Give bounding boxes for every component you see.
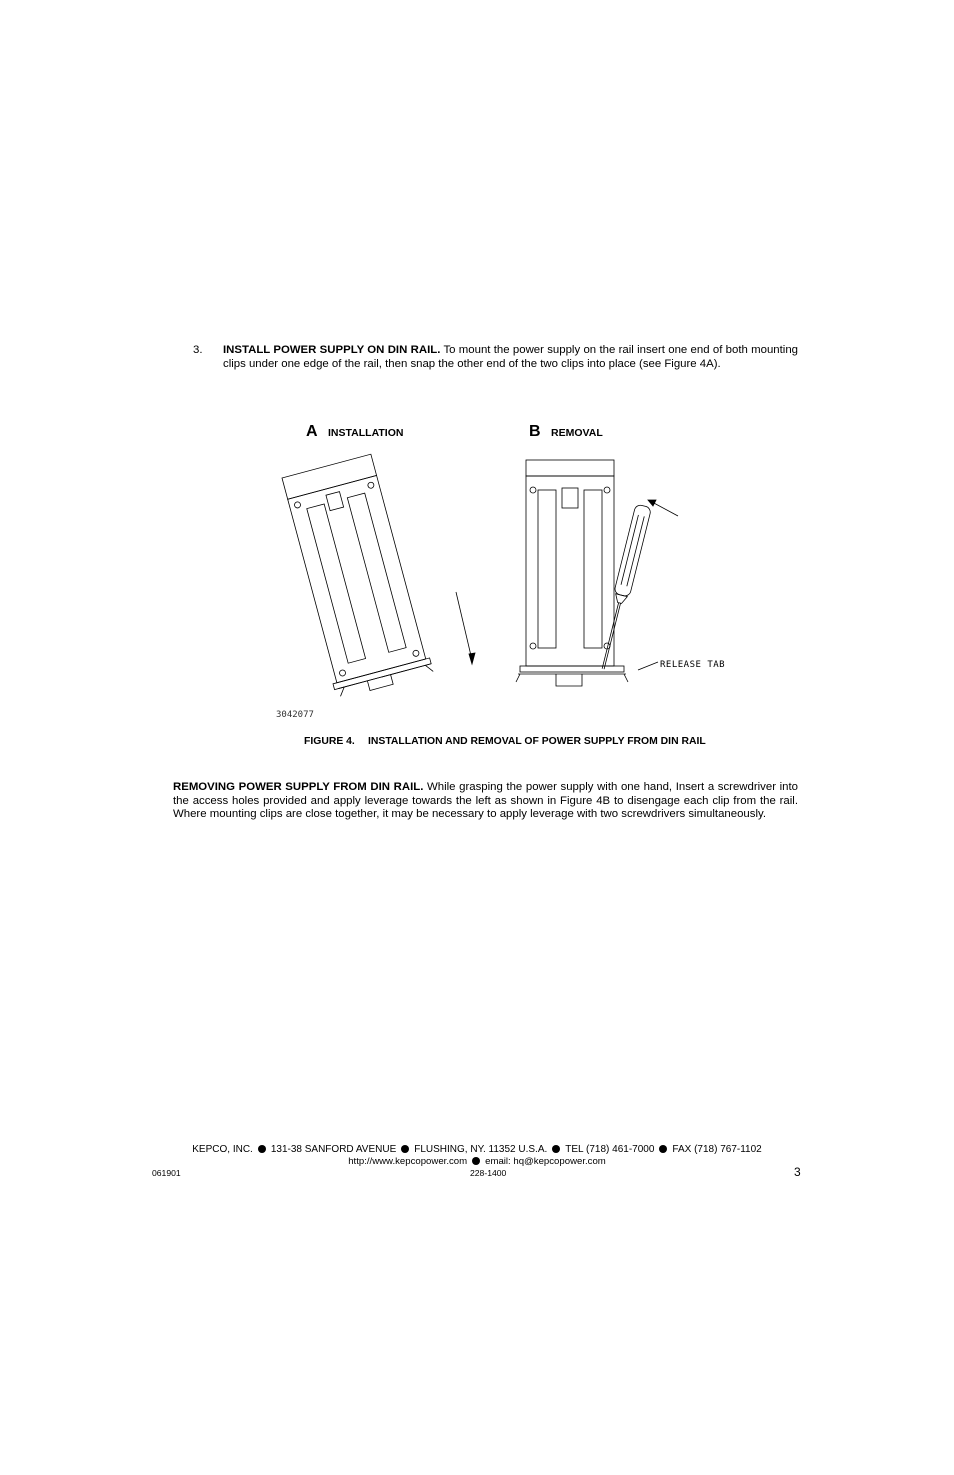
footer-city: FLUSHING, NY. 11352 U.S.A.: [414, 1144, 548, 1155]
footer-doc-number: 228-1400: [470, 1168, 507, 1178]
drawing-number: 3042077: [276, 710, 314, 720]
power-supply-upright: [516, 460, 628, 686]
footer-tel: TEL (718) 461-7000: [565, 1144, 655, 1155]
footer-address: 131-38 SANFORD AVENUE: [270, 1144, 397, 1155]
panel-b-label: REMOVAL: [551, 427, 603, 439]
footer-company: KEPCO, INC.: [192, 1144, 253, 1155]
removing-paragraph: [173, 781, 798, 822]
footer-email: email: hq@kepcopower.com: [485, 1156, 606, 1167]
footer-contact: [0, 1144, 954, 1155]
panel-a-label: INSTALLATION: [328, 427, 404, 439]
figure-caption-number: FIGURE 4.: [304, 736, 355, 747]
footer-url: http://www.kepcopower.com: [348, 1156, 468, 1167]
din-rail-drawing: [270, 420, 740, 725]
step-number: 3.: [193, 344, 203, 356]
removing-text: While grasping the power supply with one hand, Insert a screwdriver into the access holes provided and apply leverage towards the left as shown in Figure 4B to disengage each clip from the rail. Where mounting clips are close together, it may be necessary to apply leverage with two screwdrivers simultaneously.: [173, 781, 798, 821]
step-body: [223, 343, 798, 371]
removing-title: REMOVING POWER SUPPLY FROM DIN RAIL.: [173, 781, 424, 793]
footer-fax: FAX (718) 767-1102: [672, 1144, 762, 1155]
bullet-icon: [552, 1145, 560, 1153]
footer-web: [0, 1156, 954, 1167]
footer-code: 061901: [152, 1168, 181, 1178]
bullet-icon: [659, 1145, 667, 1153]
panel-a-letter: A: [306, 423, 318, 440]
bullet-icon: [258, 1145, 266, 1153]
figure-4: [270, 420, 740, 725]
step-title: INSTALL POWER SUPPLY ON DIN RAIL.: [223, 344, 441, 356]
page-number: 3: [794, 1165, 801, 1179]
bullet-icon: [401, 1145, 409, 1153]
step-text: To mount the power supply on the rail insert one end of both mounting clips under one edge of the rail, then snap the other end of the two clips into place (see Figure 4A).: [223, 344, 798, 370]
bullet-icon: [472, 1157, 480, 1165]
figure-caption-text: INSTALLATION AND REMOVAL OF POWER SUPPLY FROM DIN RAIL: [368, 736, 706, 747]
panel-b-letter: B: [529, 423, 541, 440]
release-tab-label: RELEASE TAB: [660, 660, 726, 670]
figure-caption: [304, 736, 706, 747]
power-supply-tilted: [278, 453, 434, 699]
